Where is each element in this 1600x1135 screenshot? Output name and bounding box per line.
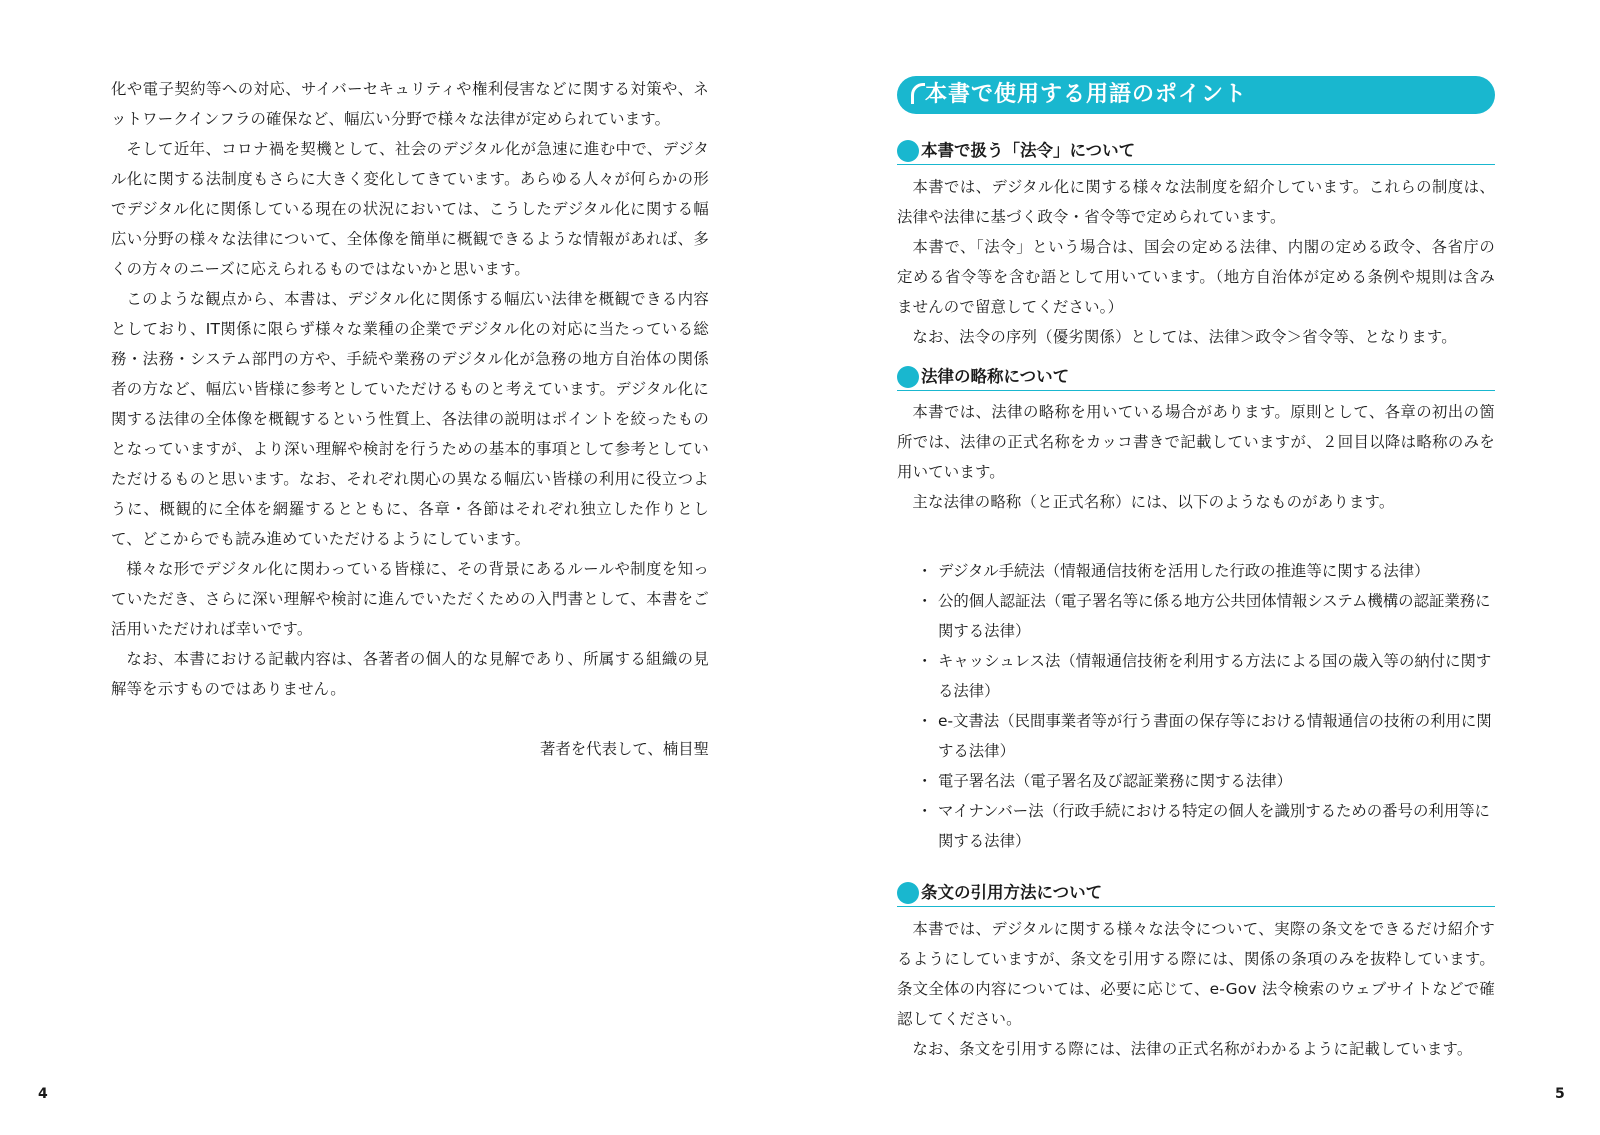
preface-paragraph: そして近年、コロナ禍を契機として、社会のデジタル化が急速に進む中で、デジタル化に関する法制度もさらに大きく変化してきています。あらゆる人々が何らかの形でデジタル化に関係している現在の状況においては、こうしたデジタル化に関する幅広い分野の様々な法律について、全体像を簡単に概観できるような情報があれば、多くの方々のニーズに応えられるものではないかと思います。 — [111, 140, 709, 278]
teal-circle-bullet-icon — [897, 366, 919, 388]
author-signature: 著者を代表して、楠目聖 — [540, 740, 709, 758]
preface-paragraph: なお、本書における記載内容は、各著者の個人的な見解であり、所属する組織の見解等を示すものではありません。 — [111, 650, 709, 698]
section-body-abbreviations — [897, 397, 1495, 517]
list-item-text: キャッシュレス法（情報通信技術を利用する方法による国の歳入等の納付に関する法律） — [938, 652, 1492, 700]
page-title: 本書で使用する用語のポイント — [925, 82, 1248, 107]
list-item-text: 電子署名法（電子署名及び認証業務に関する法律） — [938, 772, 1292, 790]
page-title-banner — [897, 76, 1495, 114]
teal-circle-bullet-icon — [897, 140, 919, 162]
list-item-text: e-文書法（民間事業者等が行う書面の保存等における情報通信の技術の利用に関する法律） — [938, 712, 1492, 760]
section-paragraph: 主な法律の略称（と正式名称）には、以下のようなものがあります。 — [912, 493, 1395, 511]
list-item-text: 公的個人認証法（電子署名等に係る地方公共団体情報システム機構の認証業務に関する法律） — [938, 592, 1491, 640]
list-bullet: ・ — [917, 592, 933, 610]
list-item — [917, 706, 1495, 766]
bracket-hook-icon — [911, 83, 925, 104]
section-body-citations — [897, 914, 1495, 1064]
list-item — [917, 766, 1495, 796]
page-number-left: 4 — [38, 1086, 48, 1102]
section-paragraph: なお、法令の序列（優劣関係）としては、法律＞政令＞省令等、となります。 — [912, 328, 1457, 346]
section-paragraph: 本書では、法律の略称を用いている場合があります。原則として、各章の初出の箇所では、法律の正式名称をカッコ書きで記載していますが、２回目以降は略称のみを用いています。 — [897, 403, 1495, 481]
preface-paragraph: 化や電子契約等への対応、サイバーセキュリティや権利侵害などに関する対策や、ネットワークインフラの確保など、幅広い分野で様々な法律が定められています。 — [111, 80, 709, 128]
teal-circle-bullet-icon — [897, 882, 919, 904]
list-item — [917, 556, 1495, 586]
section-heading-text: 本書で扱う「法令」について — [921, 141, 1136, 160]
list-item-text: デジタル手続法（情報通信技術を活用した行政の推進等に関する法律） — [938, 562, 1430, 580]
list-bullet: ・ — [917, 772, 933, 790]
law-abbreviation-list — [917, 556, 1495, 856]
section-heading-text: 条文の引用方法について — [921, 883, 1103, 902]
section-heading-abbreviations — [897, 364, 1495, 391]
preface-paragraph: 様々な形でデジタル化に関わっている皆様に、その背景にあるルールや制度を知っていただき、さらに深い理解や検討に進んでいただくための入門書として、本書をご活用いただければ幸いです。 — [111, 560, 709, 638]
list-bullet: ・ — [917, 802, 933, 820]
section-body-laws — [897, 172, 1495, 352]
list-bullet: ・ — [917, 562, 933, 580]
section-paragraph: 本書では、デジタルに関する様々な法令について、実際の条文をできるだけ紹介するようにしていますが、条文を引用する際には、関係の条項のみを抜粋しています。条文全体の内容については、必要に応じて、e-Gov 法令検索のウェブサイトなどで確認してください。 — [897, 920, 1495, 1028]
page-number-right: 5 — [1555, 1086, 1565, 1102]
section-heading-laws — [897, 138, 1495, 165]
preface-body — [111, 74, 709, 704]
section-heading-citations — [897, 880, 1495, 907]
list-item-text: マイナンバー法（行政手続における特定の個人を識別するための番号の利用等に関する法律） — [938, 802, 1490, 850]
section-paragraph: なお、条文を引用する際には、法律の正式名称がわかるように記載しています。 — [912, 1040, 1473, 1058]
list-bullet: ・ — [917, 712, 933, 730]
section-paragraph: 本書で、「法令」という場合は、国会の定める法律、内閣の定める政令、各省庁の定める省令等を含む語として用いています。（地方自治体が定める条例や規則は含みませんので留意してください。） — [897, 238, 1495, 316]
section-heading-text: 法律の略称について — [921, 367, 1070, 386]
list-item — [917, 796, 1495, 856]
list-item — [917, 586, 1495, 646]
list-item — [917, 646, 1495, 706]
list-bullet: ・ — [917, 652, 933, 670]
section-paragraph: 本書では、デジタル化に関する様々な法制度を紹介しています。これらの制度は、法律や法律に基づく政令・省令等で定められています。 — [897, 178, 1495, 226]
preface-paragraph: このような観点から、本書は、デジタル化に関係する幅広い法律を概観できる内容としており、IT関係に限らず様々な業種の企業でデジタル化の対応に当たっている総務・法務・システム部門の方や、手続や業務のデジタル化が急務の地方自治体の関係者の方など、幅広い皆様に参考としていただけるものと考えています。デジタル化に関する法律の全体像を概観するという性質上、各法律の説明はポイントを絞ったものとなっていますが、より深い理解や検討を行うための基本的事項として参考としていただけるものと思います。なお、それぞれ関心の異なる幅広い皆様の利用に役立つように、概観的に全体を網羅するとともに、各章・各節はそれぞれ独立した作りとして、どこからでも読み進めていただけるようにしています。 — [111, 290, 709, 548]
